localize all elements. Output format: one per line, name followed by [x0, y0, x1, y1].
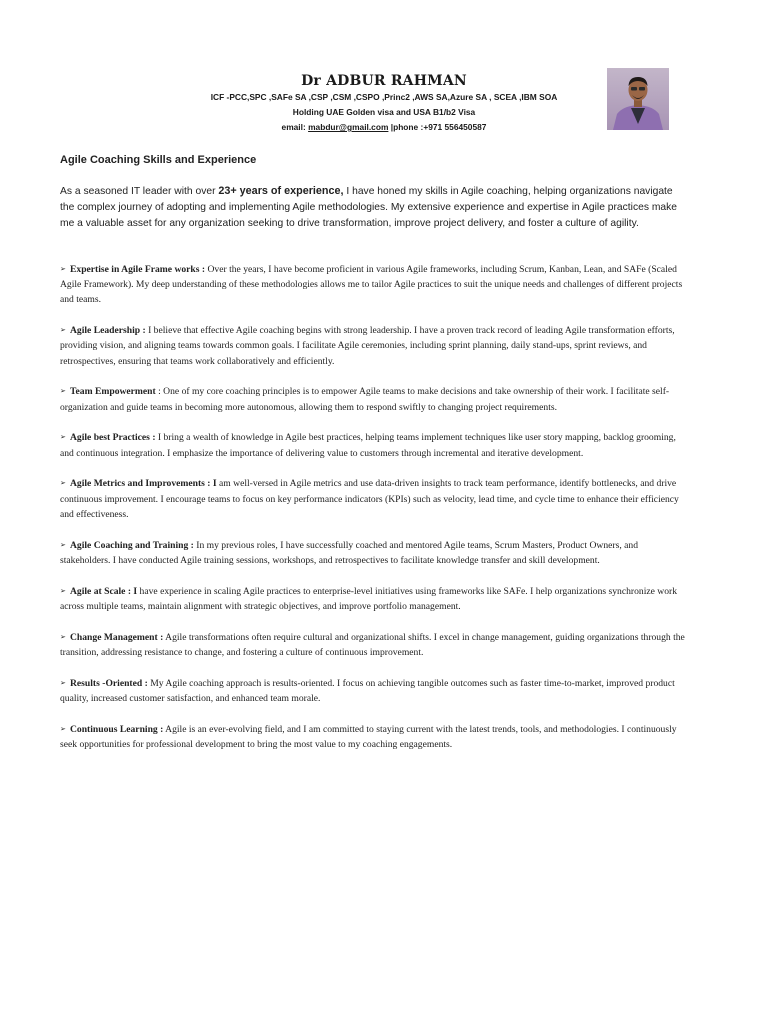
skill-item-frameworks — [60, 262, 686, 308]
bullet-icon: ➢ — [60, 387, 66, 396]
contact-line — [160, 120, 608, 135]
skill-label: Results -Oriented : — [70, 677, 148, 689]
email-link[interactable]: mabdur@gmail.com — [308, 122, 389, 132]
bullet-icon: ➢ — [60, 724, 66, 733]
skill-item-empowerment — [60, 384, 686, 414]
skill-item-agile-at-scale — [60, 584, 686, 614]
intro-after: I have honed my skills in Agile coaching, helping organizations navigate the complex journey of adopting and implementing Agile methodologies. My extensive experience and expertise in Agile practices make me a valuable asset for any organization seeking to drive transformation, improve project delivery, and foster a culture of agility. — [60, 186, 678, 229]
skill-text: Agile is an ever-evolving field, and I am committed to staying current with the latest trends, tools, and methodologies. I continuously seek opportunities for professional development to bring the most value to my coaching engagements. — [60, 723, 677, 750]
skill-label: Agile Coaching and Training : — [70, 539, 194, 551]
bullet-icon: ➢ — [60, 479, 66, 488]
skill-item-change-management — [60, 630, 686, 660]
certifications-line: ICF -PCC,SPC ,SAFe SA ,CSP ,CSM ,CSPO ,Princ2 ,AWS SA,Azure SA , SCEA ,IBM SOA — [210, 92, 558, 102]
skill-label: Agile Metrics and Improvements : I — [70, 478, 217, 490]
skill-label: Continuous Learning : — [70, 723, 164, 735]
skill-item-best-practices — [60, 430, 686, 460]
skill-text: Over the years, I have become proficient in various Agile frameworks, including Scrum, Kanban, Lean, and SAFe (Scaled Agile Framework). My deep understanding of these methodologies allows me to tailor Agile practices to suit the unique needs and challenges of different projects and teams. — [60, 264, 683, 306]
skill-text: My Agile coaching approach is results-oriented. I focus on achieving tangible outcomes such as faster time-to-market, improved product quality, increased customer satisfaction, and enhanced team morale. — [60, 677, 675, 704]
bullet-icon: ➢ — [60, 678, 66, 687]
bullet-icon: ➢ — [60, 265, 66, 273]
skill-item-continuous-learning — [60, 722, 686, 752]
visa-line: Holding UAE Golden visa and USA B1/b2 Visa — [292, 107, 476, 117]
skill-label: Change Management : — [70, 631, 164, 643]
skill-label: Team Empowerment — [70, 386, 156, 398]
intro-paragraph — [60, 184, 686, 231]
profile-photo — [607, 68, 669, 130]
bullet-icon: ➢ — [60, 632, 66, 641]
skill-label: Expertise in Agile Frame works : — [70, 264, 206, 275]
skill-text: I bring a wealth of knowledge in Agile best practices, helping teams implement techniques like user story mapping, backlog grooming, and continuous integration. I emphasize the importance of delivering value to customers through incremental and iterative development. — [60, 432, 676, 459]
bullet-icon: ➢ — [60, 586, 66, 595]
bullet-icon: ➢ — [60, 433, 66, 442]
skill-item-results-oriented — [60, 676, 686, 706]
skill-text: I believe that effective Agile coaching begins with strong leadership. I have a proven track record of leading Agile transformation efforts, providing vision, and aligning teams towards common goals. I facilitate Agile ceremonies, including sprint planning, daily stand-ups, sprint reviews, and retrospectives, ensuring that teams work collaboratively and efficiently. — [60, 325, 675, 367]
skill-label: Agile best Practices : — [70, 432, 156, 444]
candidate-name: Dr ADBUR RAHMAN — [301, 73, 467, 89]
skill-label: Agile at Scale : I — [70, 585, 138, 597]
bullet-icon: ➢ — [60, 326, 66, 335]
email-label: email: — [281, 122, 306, 132]
skill-text: : One of my core coaching principles is to empower Agile teams to make decisions and take ownership of their work. I facilitate self-organization and guide teams in becoming more autonomous, allowing them to respond swiftly to changing project requirements. — [60, 386, 670, 413]
skill-text: Agile transformations often require cultural and organizational shifts. I excel in change management, guiding organizations through the transition, addressing resistance to change, and fostering a culture of continuous improvement. — [60, 631, 685, 658]
skill-item-leadership — [60, 323, 686, 369]
skill-text: am well-versed in Agile metrics and use data-driven insights to track team performance, identify bottlenecks, and drive continuous improvement. I encourage teams to focus on key performance indicators (KPIs) such as velocity, lead time, and cycle time to enhance their efficiency and effectiveness. — [60, 478, 679, 520]
skill-label: Agile Leadership : — [70, 325, 146, 337]
skill-item-metrics — [60, 476, 686, 522]
skill-text: In my previous roles, I have successfully coached and mentored Agile teams, Scrum Masters, Product Owners, and stakeholders. I have conducted Agile training sessions, workshops, and retrospectives to facilitate knowledge transfer and skill development. — [60, 539, 638, 566]
skills-list — [60, 262, 686, 768]
bullet-icon: ➢ — [60, 540, 66, 549]
skill-text: have experience in scaling Agile practices to enterprise-level initiatives using frameworks like SAFe. I help organizations synchronize work across multiple teams, maintain alignment with strategic objectives, and improve portfolio management. — [60, 585, 677, 612]
intro-highlight: 23+ years of experience, — [218, 185, 344, 197]
section-title: Agile Coaching Skills and Experience — [60, 154, 257, 166]
skill-item-coaching-training — [60, 538, 686, 568]
resume-header — [160, 72, 608, 135]
intro-before: As a seasoned IT leader with over — [60, 186, 219, 197]
profile-photo-figure — [607, 68, 669, 130]
phone-text: |phone :+971 556450587 — [390, 122, 487, 132]
